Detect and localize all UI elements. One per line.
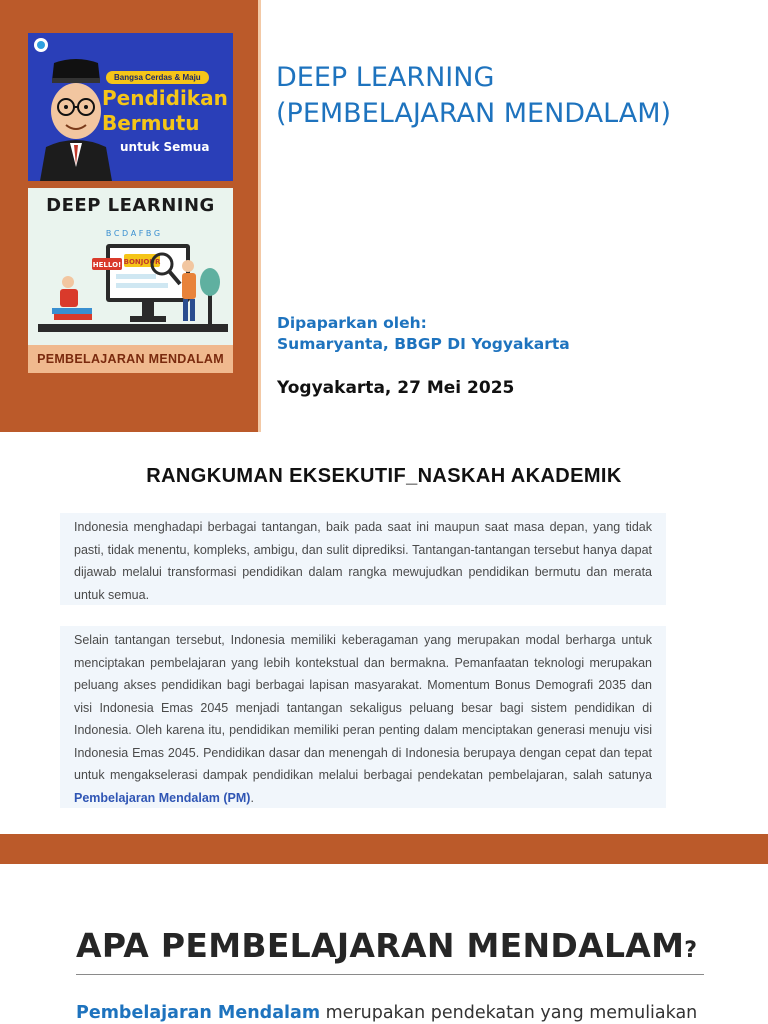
presenter-block <box>277 313 570 355</box>
deep-learning-illustration-card <box>28 188 233 373</box>
title-slide <box>0 0 768 432</box>
definition-title-text: APA PEMBELAJARAN MENDALAM <box>76 926 685 965</box>
summary-title: RANGKUMAN EKSEKUTIF_NASKAH AKADEMIK <box>146 465 622 487</box>
bubble-hello: HELLO! <box>92 261 122 269</box>
summary-paragraph-1: Indonesia menghadapi berbagai tantangan, baik pada saat ini maupun saat masa depan, yang tidak pasti, tidak menentu, kompleks, ambigu, dan sulit diprediksi. Tantangan-tantangan tersebut hanya dapat dijawab melalui transformasi pendidikan dalam rangka mewujudkan pendidikan bermutu dan merata untuk semua. <box>60 513 666 605</box>
presented-by-label: Dipaparkan oleh: <box>277 314 427 332</box>
banner-line-1: Pendidikan <box>102 86 228 110</box>
definition-title <box>76 926 697 965</box>
ministry-logo-icon <box>34 38 48 52</box>
executive-summary-slide <box>0 432 768 834</box>
band-edge-highlight <box>258 0 261 432</box>
banner-tagline: Bangsa Cerdas & Maju <box>106 71 209 84</box>
pendidikan-bermutu-banner <box>28 33 233 181</box>
paragraph-2-highlight: Pembelajaran Mendalam (PM) <box>74 790 251 805</box>
banner-line-3: untuk Semua <box>120 140 210 154</box>
card-title: DEEP LEARNING <box>46 195 215 216</box>
title-line-2: (PEMBELAJARAN MENDALAM) <box>276 98 672 129</box>
banner-line-2: Bermutu <box>102 111 200 135</box>
definition-title-mark: ? <box>684 938 698 963</box>
bubble-bonjour: BONJOUR <box>123 258 161 266</box>
definition-text: merupakan pendekatan yang memuliakan <box>320 1003 698 1023</box>
place-date: Yogyakarta, 27 Mei 2025 <box>277 378 515 398</box>
presenter-name: Sumaryanta, BBGP DI Yogyakarta <box>277 335 570 353</box>
definition-body <box>76 1003 697 1023</box>
slide-divider-band <box>0 834 768 864</box>
learning-illustration-icon <box>38 224 228 342</box>
summary-paragraph-2 <box>60 626 666 808</box>
definition-term: Pembelajaran Mendalam <box>76 1003 321 1023</box>
definition-slide <box>0 864 768 1024</box>
card-footer: PEMBELAJARAN MENDALAM <box>28 345 233 373</box>
title-line-1: DEEP LEARNING <box>276 62 495 93</box>
title-underline <box>76 974 704 975</box>
floating-letters: B C D A F B G <box>105 229 161 238</box>
paragraph-2-text: Selain tantangan tersebut, Indonesia memiliki keberagaman yang merupakan modal berharga untuk menciptakan pembelajaran yang lebih kontekstual dan bermakna. Pemanfaatan teknologi merupakan peluang akses pendidikan bagi berbagai lapisan masyarakat. Momentum Bonus Demografi 2035 dan visi Indonesia Emas 2045 menjadi tantangan sekaligus peluang besar bagi sistem pendidikan di Indonesia. Oleh karena itu, pendidikan memiliki peran penting dalam menciptakan generasi menuju visi Indonesia Emas 2045. Pendidikan dasar dan menengah di Indonesia berupaya dengan cepat dan tepat untuk mengakselerasi dampak pendidikan melalui berbagai pendekatan pembelajaran, salah satunya <box>74 633 652 782</box>
presentation-title <box>276 60 671 132</box>
paragraph-2-end: . <box>250 790 254 805</box>
